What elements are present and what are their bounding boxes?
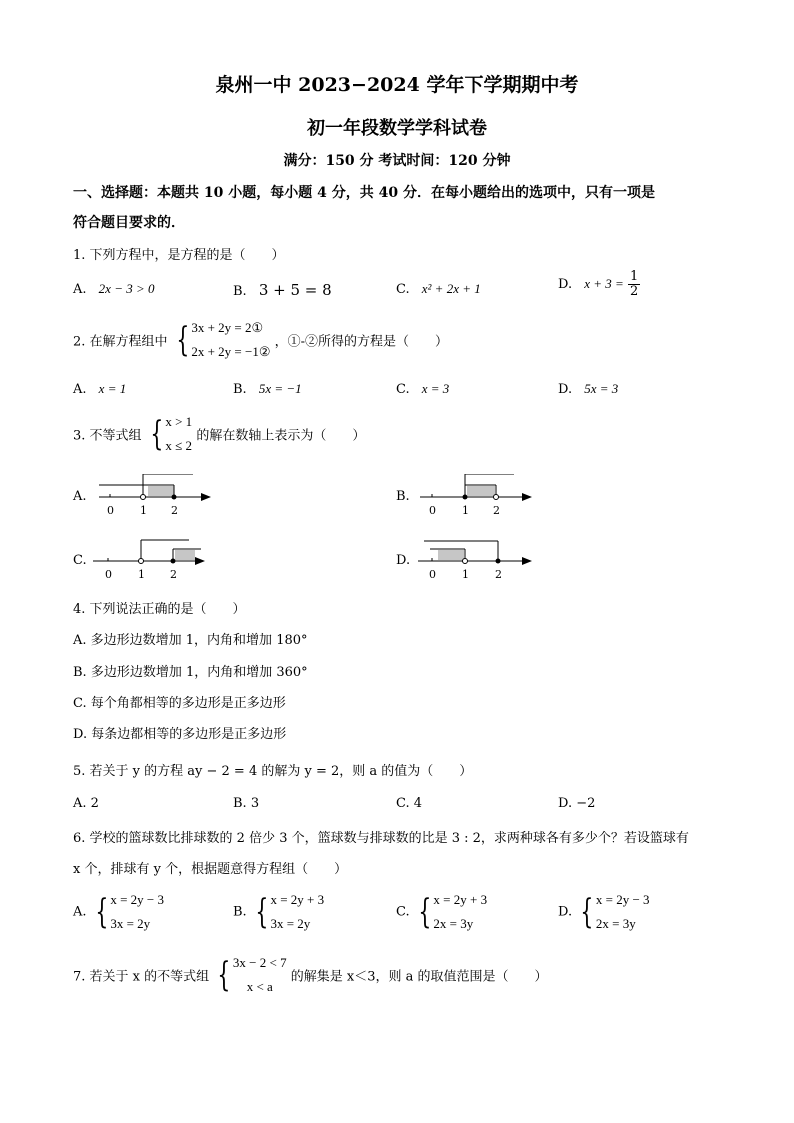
q7-eq2: x < a [246, 979, 273, 994]
q3-a-number-line [93, 474, 218, 520]
q3-stem [73, 410, 365, 458]
q3-d-label: D. [396, 553, 411, 568]
q3-b-number-line [418, 474, 538, 520]
q2-eq1: 3x + 2y = 2① [191, 320, 264, 335]
q6-c-eq1: x = 2y + 3 [433, 892, 488, 907]
q6-stem-line2: x 个，排球有 y 个，根据题意得方程组（ ） [73, 862, 348, 877]
q3-a-tick-2: 2 [171, 504, 178, 517]
q2-b-label: B. [233, 382, 247, 397]
q6-c-eq2: 2x = 3y [433, 916, 474, 931]
q3-c-tick-1: 1 [138, 568, 145, 581]
q3-b-tick-0: 0 [429, 504, 436, 517]
q1-b-text: 3 + 5 = 8 [258, 281, 332, 299]
q2-option-d [558, 381, 618, 397]
q3-eq1: x > 1 [165, 414, 193, 429]
q7-system [213, 951, 286, 999]
q6-c-label: C. [396, 904, 410, 920]
q2-c-label: C. [396, 382, 410, 397]
q6-d-eq1: x = 2y − 3 [595, 892, 650, 907]
q6-d-system [576, 888, 649, 936]
q6-b-eq1: x = 2y + 3 [270, 892, 325, 907]
q2-d-text: 5x = 3 [584, 381, 619, 396]
q3-a-tick-0: 0 [107, 504, 114, 517]
q3-eq2: x ≤ 2 [165, 438, 192, 453]
q6-stem-line1: 6. 学校的篮球数比排球数的 2 倍少 3 个，篮球数与排球数的比是 3 : 2，求两种球各有多少个？若设篮球有 [73, 831, 689, 846]
q3-d-number-line [416, 538, 536, 584]
q5-stem: 5. 若关于 y 的方程 ay − 2 = 4 的解为 y = 2，则 a 的值为（ ） [73, 764, 473, 779]
q3-a-tick-1: 1 [140, 504, 147, 517]
q2-a-label: A. [73, 382, 87, 397]
q3-b-tick-1: 1 [462, 504, 469, 517]
q6-b-label: B. [233, 904, 247, 920]
q2-eq2: 2x + 2y = −1② [191, 344, 271, 359]
q1-d-denominator: 2 [629, 284, 639, 299]
q7-brace: { [217, 955, 231, 995]
q2-option-c [396, 381, 449, 397]
q3-pre: 3. 不等式组 [73, 428, 142, 444]
q2-a-text: x = 1 [98, 381, 127, 396]
q6-option-c [396, 888, 487, 936]
q6-a-label: A. [73, 904, 87, 920]
q1-b-label: B. [233, 284, 247, 299]
q3-a-label: A. [73, 489, 87, 504]
q5-option-d: D. −2 [558, 796, 596, 811]
q3-b-tick-2: 2 [493, 504, 500, 517]
q6-option-b [233, 888, 324, 936]
q3-system [146, 410, 192, 458]
q6-d-brace: { [580, 892, 594, 932]
q3-b-label: B. [396, 489, 410, 504]
q3-brace: { [150, 414, 163, 454]
q4-option-a: A. 多边形边数增加 1，内角和增加 180° [73, 633, 308, 648]
exam-title: 泉州一中 2023−2024 学年下学期期中考 [215, 74, 579, 96]
q6-a-eq2: 3x = 2y [110, 916, 151, 931]
q1-option-c [396, 281, 481, 297]
q6-b-eq2: 3x = 2y [270, 916, 311, 931]
q2-option-a [73, 381, 126, 397]
q3-c-label: C. [73, 553, 87, 568]
q2-b-text: 5x = −1 [258, 381, 302, 396]
q1-d-label: D. [558, 277, 573, 292]
q1-d-fraction [628, 270, 640, 299]
q6-option-d [558, 888, 650, 936]
q1-d-numerator: 1 [629, 269, 639, 284]
q6-d-label: D. [558, 904, 573, 920]
q1-d-left: x + 3 = [584, 276, 624, 291]
q4-option-c: C. 每个角都相等的多边形是正多边形 [73, 696, 286, 711]
q6-a-brace: { [95, 892, 108, 932]
q1-a-label: A. [73, 282, 87, 297]
q3-c-tick-0: 0 [105, 568, 112, 581]
q5-option-b: B. 3 [233, 796, 260, 811]
q7-pre: 7. 若关于 x 的不等式组 [73, 969, 210, 985]
q7-eq1: 3x − 2 < 7 [232, 955, 287, 970]
q4-option-b: B. 多边形边数增加 1，内角和增加 360° [73, 665, 308, 680]
exam-subtitle: 初一年段数学学科试卷 [307, 118, 487, 139]
q6-c-brace: { [418, 892, 432, 932]
q7-stem [73, 951, 548, 999]
q2-brace: { [176, 320, 189, 360]
q1-a-text: 2x − 3 > 0 [98, 281, 155, 296]
q3-d-tick-2: 2 [495, 568, 502, 581]
q2-post: ，①-②所得的方程是（ ） [274, 334, 449, 350]
q3-d-tick-0: 0 [429, 568, 436, 581]
q1-c-text: x² + 2x + 1 [421, 281, 481, 296]
q6-a-eq1: x = 2y − 3 [110, 892, 164, 907]
q3-post: 的解在数轴上表示为（ ） [196, 428, 366, 444]
q7-post: 的解集是 x＜3，则 a 的取值范围是（ ） [290, 969, 548, 985]
q3-c-tick-2: 2 [170, 568, 177, 581]
q3-d-tick-1: 1 [462, 568, 469, 581]
q2-pre: 2. 在解方程组中 [73, 334, 168, 350]
section-heading-line1: 一、选择题：本题共 10 小题，每小题 4 分，共 40 分．在每小题给出的选项中，只有一项是 [73, 185, 655, 201]
q1-stem: 1. 下列方程中，是方程的是（ ） [73, 248, 285, 263]
q1-option-d [558, 270, 640, 299]
q1-c-label: C. [396, 282, 410, 297]
q5-option-c: C. 4 [396, 796, 423, 811]
q2-system [172, 316, 271, 364]
q6-b-brace: { [255, 892, 269, 932]
q3-c-number-line [91, 538, 211, 584]
q4-option-d: D. 每条边都相等的多边形是正多边形 [73, 727, 287, 742]
section-heading-line2: 符合题目要求的． [73, 215, 185, 231]
q6-option-a [73, 888, 164, 936]
q6-a-system [91, 888, 164, 936]
q6-c-system [414, 888, 487, 936]
q4-stem: 4. 下列说法正确的是（ ） [73, 602, 246, 617]
q1-option-b [233, 281, 332, 299]
q1-option-a [73, 281, 155, 297]
q6-d-eq2: 2x = 3y [595, 916, 636, 931]
q5-option-a: A. 2 [73, 796, 99, 811]
q2-stem [73, 316, 448, 364]
exam-info: 满分：150 分 考试时间：120 分钟 [283, 153, 511, 169]
q6-b-system [251, 888, 324, 936]
q2-d-label: D. [558, 382, 573, 397]
q2-c-text: x = 3 [421, 381, 450, 396]
q2-option-b [233, 381, 302, 397]
